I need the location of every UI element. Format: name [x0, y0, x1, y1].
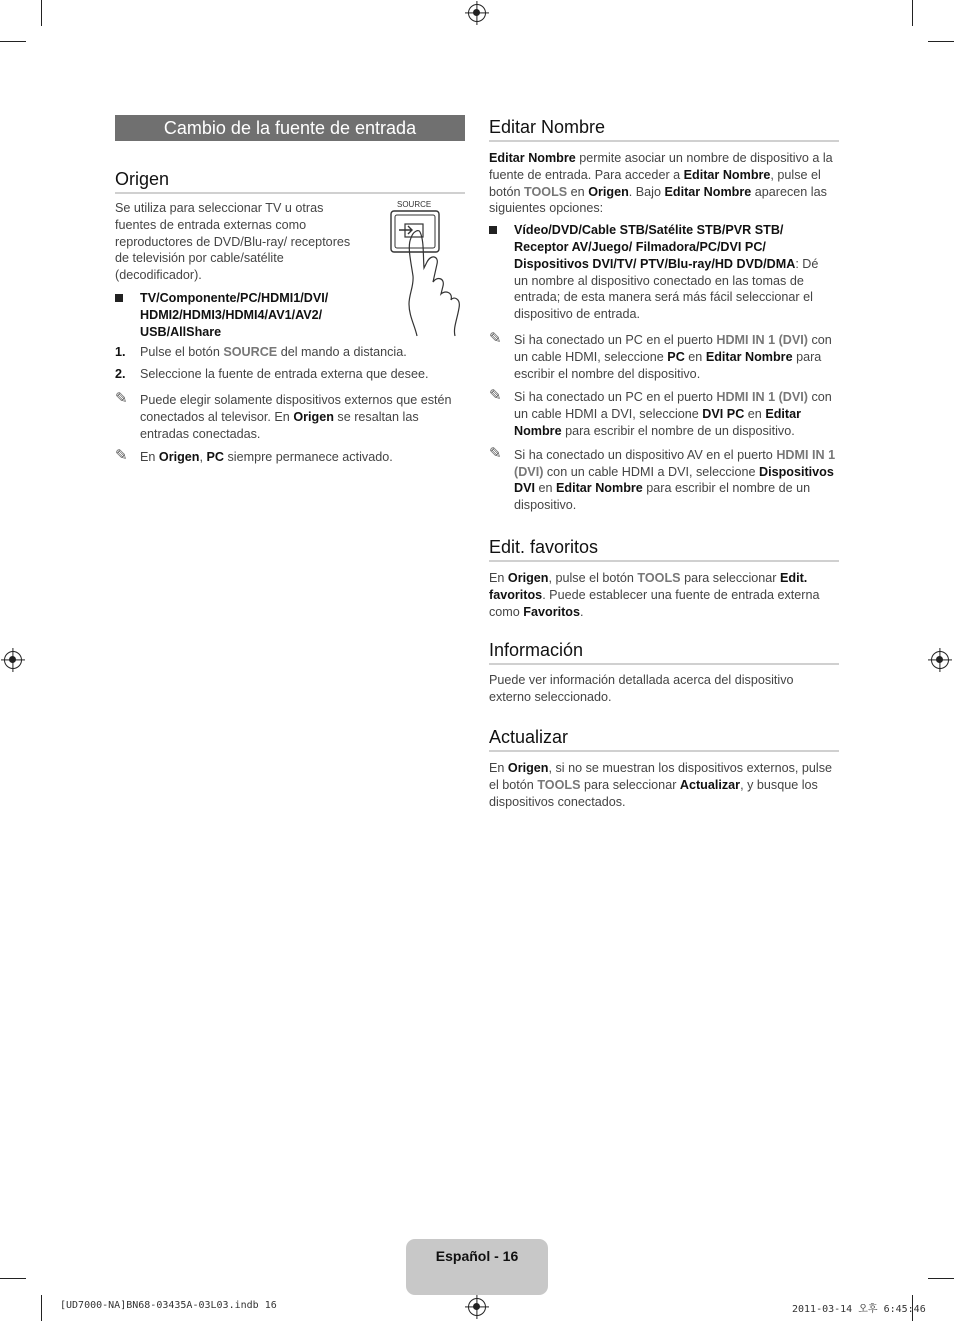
note-pc-active: ✎ En Origen, PC siempre permanece activado. — [115, 447, 393, 465]
square-bullet-icon — [115, 294, 123, 302]
slug-file: [UD7000-NA]BN68-03435A-03L03.indb 16 — [60, 1300, 277, 1311]
crop-mark — [928, 41, 954, 42]
page-number-tab — [406, 1239, 548, 1295]
informacion-text: Puede ver información detallada acerca del dispositivo externo seleccionado. — [489, 673, 794, 705]
slug-date: 2011-03-14 오후 6:45:46 — [792, 1304, 926, 1315]
source-key-label: SOURCE — [397, 200, 432, 209]
origen-intro: Se utiliza para seleccionar TV u otras fuentes de entrada externas como reproductores de DVD/Blu-ray/ receptores de televisión por cable/satélite (decodificador). — [115, 201, 351, 283]
origen-heading: Origen — [115, 168, 465, 194]
registration-mark-icon — [4, 651, 22, 669]
registration-mark-icon — [468, 4, 486, 22]
registration-mark-icon — [468, 1298, 486, 1316]
pencil-note-icon: ✎ — [115, 447, 128, 465]
registration-mark-icon — [931, 651, 949, 669]
informacion-heading: Información — [489, 639, 839, 665]
note-pc-hdmi: ✎ Si ha conectado un PC en el puerto HDMI IN 1 (DVI) con un cable HDMI, seleccione PC en Editar Nombre para escribir el nombre del dispositivo. — [489, 329, 832, 381]
remote-source-button-icon — [387, 198, 477, 338]
crop-mark — [928, 1278, 954, 1279]
editar-nombre-intro: Editar Nombre permite asociar un nombre de dispositivo a la fuente de entrada. Para acceder a Editar Nombre, pulse el botón TOOLS en Origen. Bajo Editar Nombre aparecen las siguientes opciones: — [489, 151, 833, 216]
page-number: Español - 16 — [435, 1248, 519, 1264]
edit-favoritos-text: En Origen, pulse el botón TOOLS para seleccionar Edit. favoritos. Puede establecer una fuente de entrada externa como Favoritos. — [489, 570, 820, 619]
input-list-bullet: TV/Componente/PC/HDMI1/DVI/ HDMI2/HDMI3/HDMI4/AV1/AV2/ USB/AllShare — [115, 290, 370, 340]
crop-mark — [912, 0, 913, 26]
crop-mark — [0, 41, 26, 42]
crop-mark — [41, 0, 42, 26]
pencil-note-icon: ✎ — [489, 329, 502, 347]
edit-favoritos-heading: Edit. favoritos — [489, 536, 839, 562]
step-1: 1. Pulse el botón SOURCE del mando a distancia. — [115, 345, 407, 360]
right-column — [489, 115, 839, 810]
pencil-note-icon: ✎ — [489, 444, 502, 462]
note-av-dvi: ✎ Si ha conectado un dispositivo AV en el puerto HDMI IN 1 (DVI) con un cable HDMI a DVI, seleccione Dispositivos DVI en Editar Nombre para escribir el nombre de un dispositivo. — [489, 444, 836, 513]
step-2: 2. Seleccione la fuente de entrada externa que desee. — [115, 367, 429, 382]
left-column — [115, 115, 465, 466]
note-connected-devices: ✎ Puede elegir solamente dispositivos externos que estén conectados al televisor. En Origen se resaltan las entradas conectadas. — [115, 389, 452, 441]
actualizar-heading: Actualizar — [489, 726, 839, 752]
pencil-note-icon: ✎ — [115, 389, 128, 407]
actualizar-text: En Origen, si no se muestran los dispositivos externos, pulse el botón TOOLS para seleccionar Actualizar, y busque los dispositivos conectados. — [489, 760, 832, 809]
square-bullet-icon — [489, 226, 497, 234]
editar-nombre-heading: Editar Nombre — [489, 116, 839, 142]
crop-mark — [41, 1295, 42, 1321]
device-types-bullet: Vídeo/DVD/Cable STB/Satélite STB/PVR STB/ Receptor AV/Juego/ Filmadora/PC/DVI PC/ Dispositivos DVI/TV/ PTV/Blu-ray/HD DVD/DMA: Dé un nombre al dispositivo conectado en las tomas de entrada; de esta manera será más fácil seleccionar el dispositivo de entrada. — [489, 222, 834, 323]
crop-mark — [0, 1278, 26, 1279]
note-pc-dvi: ✎ Si ha conectado un PC en el puerto HDMI IN 1 (DVI) con un cable HDMI a DVI, seleccione DVI PC en Editar Nombre para escribir el nombre de un dispositivo. — [489, 387, 832, 438]
section-banner: Cambio de la fuente de entrada — [115, 115, 465, 141]
pencil-note-icon: ✎ — [489, 387, 502, 405]
